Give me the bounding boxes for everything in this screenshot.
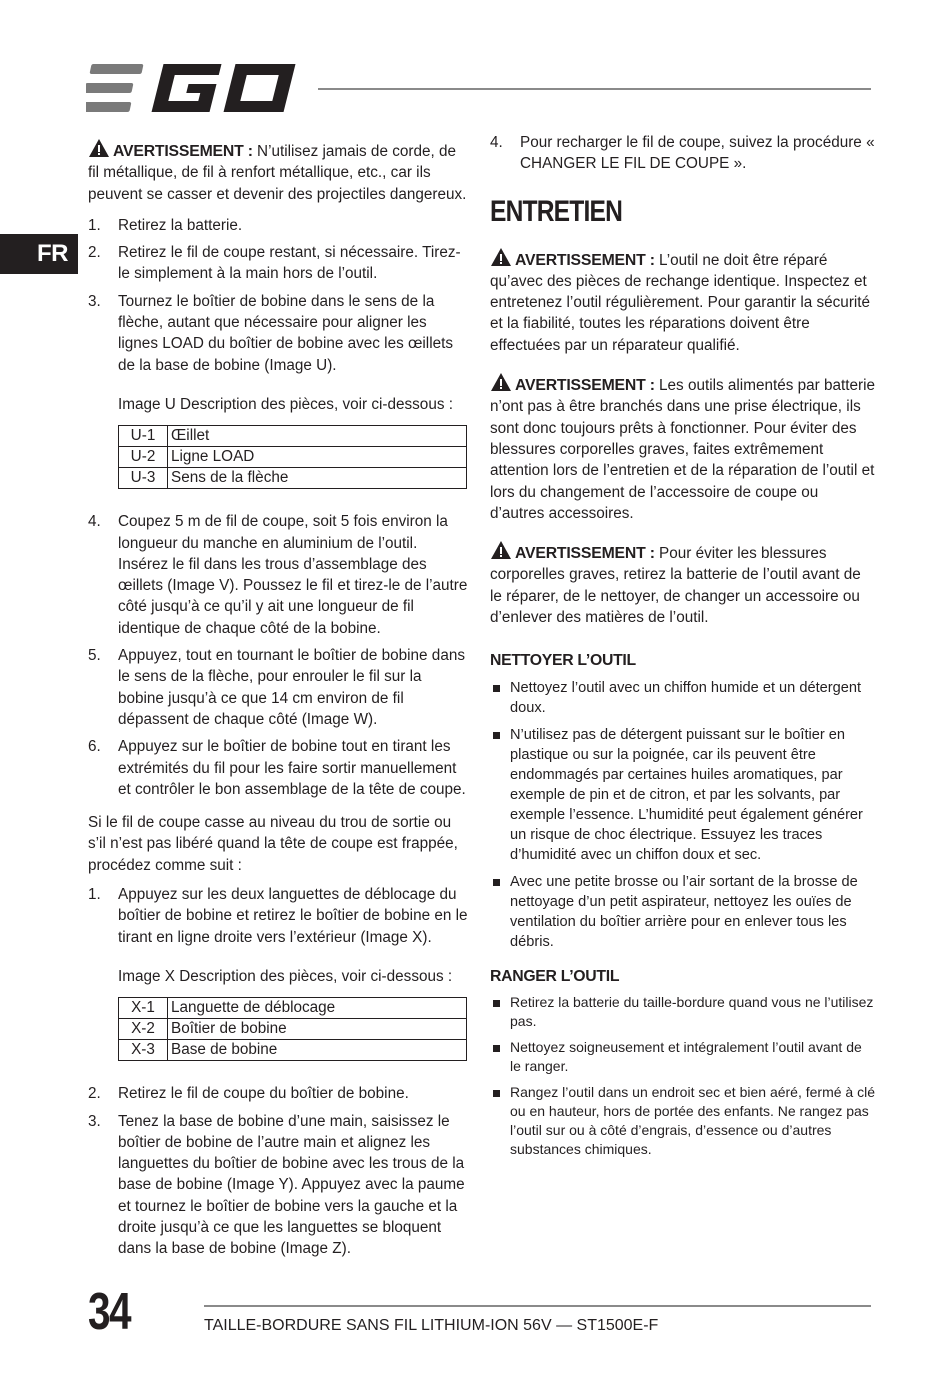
step-text: Coupez 5 m de fil de coupe, soit 5 fois environ la longueur du manche en aluminium de l’outil. Insérez le fil dans les trous d’assemblage des œillets (Image V). Poussez le fil et tirez-le de l’autre côté jusqu’à ce qu’il y ait une longueur de fil identique de chaque côté de la bobine. xyxy=(118,513,468,637)
warning-block xyxy=(490,372,875,524)
table-row xyxy=(119,998,467,1019)
item-text: Nettoyez soigneusement et intégralement l’outil avant de le ranger. xyxy=(510,1038,862,1074)
warning-block xyxy=(490,540,875,628)
step-number: 4. xyxy=(88,513,101,531)
steps-list-d xyxy=(88,1083,468,1259)
steps-list-c xyxy=(88,884,468,948)
table-row xyxy=(119,426,467,447)
part-label: Sens de la flèche xyxy=(168,468,467,489)
list-item xyxy=(490,1083,875,1159)
part-code: U-3 xyxy=(119,468,168,489)
step-text: Retirez le fil de coupe restant, si nécessaire. Tirez-le simplement à la main hors de l’outil. xyxy=(118,244,461,283)
list-item xyxy=(490,872,875,952)
list-item xyxy=(490,993,875,1031)
warning-label: AVERTISSEMENT : xyxy=(113,143,253,160)
list-item xyxy=(490,725,875,865)
list-item xyxy=(88,884,468,948)
part-label: Base de bobine xyxy=(168,1040,467,1061)
bullet-icon xyxy=(493,732,500,739)
list-item xyxy=(490,678,875,718)
part-code: X-3 xyxy=(119,1040,168,1061)
step-number: 6. xyxy=(88,738,101,756)
part-label: Ligne LOAD xyxy=(168,447,467,468)
warning-text: Les outils alimentés par batterie n’ont pas à être branchés dans une prise électrique, ils sont donc toujours prêts à fonctionner. Pour éviter des blessures corporelles graves, faites extrêmement attention lors de l’entretien et de la réparation de l’outil et lors du changement de l’accessoire de coupe ou d’autres accessoires. xyxy=(490,377,876,522)
step-number: 1. xyxy=(88,216,101,234)
parts-table-u xyxy=(118,425,467,489)
step-number: 3. xyxy=(88,292,101,310)
bullet-icon xyxy=(493,685,500,692)
warning-label: AVERTISSEMENT : xyxy=(515,545,655,563)
step-number: 2. xyxy=(88,1085,101,1103)
step-number: 5. xyxy=(88,647,101,665)
store-list xyxy=(490,993,875,1159)
item-text: Nettoyez l’outil avec un chiffon humide et un détergent doux. xyxy=(510,679,862,716)
step-text: Tournez le boîtier de bobine dans le sens de la flèche, autant que nécessaire pour aligner les lignes LOAD du boîtier de bobine avec les œillets de la base de bobine (Image U). xyxy=(118,292,454,374)
warning-label: AVERTISSEMENT : xyxy=(515,377,655,395)
warning-text: Pour éviter les blessures corporelles graves, retirez la batterie de l’outil avant de le réparer, de le nettoyer, de changer un accessoire ou d’enlever des matières de l’outil. xyxy=(490,545,861,627)
header-rule xyxy=(318,88,871,90)
step-text: Retirez la batterie. xyxy=(118,216,243,234)
item-text: N’utilisez pas de détergent puissant sur le boîtier en plastique ou sur la poignée, car ils peuvent être endommagés par certaines huiles aromatiques, par exemple de pin et de citron, et par les solvants, par exemple l’essence. L’humidité peut également générer un risque de choc électrique. Essuyez les traces d’humidité avec un chiffon doux et sec. xyxy=(510,726,863,863)
step-number: 1. xyxy=(88,886,101,904)
list-item xyxy=(88,736,468,800)
part-label: Languette de déblocage xyxy=(168,998,467,1019)
step-text: Appuyez, tout en tournant le boîtier de bobine dans le sens de la flèche, pour enrouler le fil sur la bobine jusqu’à ce que 14 cm environ de fil dépassent de chaque côté (Image W). xyxy=(118,647,465,728)
item-text: Retirez la batterie du taille-bordure quand vous ne l’utilisez pas. xyxy=(510,993,874,1029)
part-code: X-2 xyxy=(119,1019,168,1040)
steps-list-b xyxy=(88,511,468,800)
section-heading-entretien: ENTRETIEN xyxy=(490,194,623,228)
steps-list-a xyxy=(88,215,468,376)
item-text: Rangez l’outil dans un endroit sec et bien aéré, fermé à clé ou en hauteur, hors de portée des enfants. Ne rangez pas l’outil sur ou à côté d’engrais, d’essence ou d’autres substances chimiques. xyxy=(510,1083,875,1157)
table-row xyxy=(119,447,467,468)
item-text: Avec une petite brosse ou l’air sortant de la brosse de nettoyage d’un petit aspirateur, nettoyez les ouïes de ventilation du boîtier arrière pour en enlever tous les débris. xyxy=(510,873,858,950)
part-code: U-1 xyxy=(119,426,168,447)
bullet-icon xyxy=(493,1090,500,1097)
part-label: Boîtier de bobine xyxy=(168,1019,467,1040)
list-item xyxy=(88,1111,468,1260)
warning-triangle-icon xyxy=(490,540,512,560)
section-title-clean: NETTOYER L’OUTIL xyxy=(490,652,636,670)
footer-title: TAILLE-BORDURE SANS FIL LITHIUM-ION 56V — ST1500E-F xyxy=(204,1317,659,1334)
part-code: X-1 xyxy=(119,998,168,1019)
list-item xyxy=(88,511,468,639)
step-number: 4. xyxy=(490,134,503,151)
image-u-caption: Image U Description des pièces, voir ci-dessous : xyxy=(118,395,453,413)
step-text: Appuyez sur le boîtier de bobine tout en tirant les extrémités du fil pour les faire sortir manuellement et contrôler le bon assemblage de la tête de coupe. xyxy=(118,738,466,798)
step-text: Pour recharger le fil de coupe, suivez la procédure « CHANGER LE FIL DE COUPE ». xyxy=(520,134,875,173)
page-number: 34 xyxy=(88,1283,130,1341)
parts-table-x xyxy=(118,997,467,1061)
clean-list xyxy=(490,678,875,952)
image-x-caption: Image X Description des pièces, voir ci-dessous : xyxy=(118,967,453,985)
right-column xyxy=(490,132,875,1166)
section-title-store: RANGER L’OUTIL xyxy=(490,967,620,985)
footer-rule xyxy=(204,1305,871,1307)
bullet-icon xyxy=(493,1045,500,1052)
table-row xyxy=(119,1019,467,1040)
step-text: Retirez le fil de coupe du boîtier de bobine. xyxy=(118,1085,409,1103)
warning-triangle-icon xyxy=(490,372,512,392)
list-item xyxy=(88,291,468,376)
list-item xyxy=(88,645,468,730)
list-item xyxy=(88,242,468,285)
warning-block xyxy=(490,247,875,356)
left-column xyxy=(88,138,468,1266)
language-tab: FR xyxy=(0,234,78,274)
list-item xyxy=(88,215,468,236)
procedure-intro: Si le fil de coupe casse au niveau du trou de sortie ou s’il n’est pas libéré quand la tête de coupe est frappée, procédez comme suit : xyxy=(88,814,458,874)
step-number: 2. xyxy=(88,244,101,262)
table-row xyxy=(119,1040,467,1061)
list-item xyxy=(88,1083,468,1104)
list-item xyxy=(490,132,875,175)
warning-text: N’utilisez jamais de corde, de fil métallique, de fil à renfort métallique, etc., car ils peuvent se casser et devenir des projectiles dangereux. xyxy=(88,143,467,203)
ego-logo xyxy=(86,62,300,114)
warning-label: AVERTISSEMENT : xyxy=(515,251,655,269)
step-text: Tenez la base de bobine d’une main, saisissez le boîtier de bobine de l’autre main et alignez les languettes du boîtier de bobine avec les trous de la base de bobine (Image Y). Appuyez avec la paume et tournez le boîtier de bobine vers la gauche et la droite jusqu’à ce que les languettes se bloquent dans la base de bobine (Image Z). xyxy=(118,1112,465,1258)
warning-text: L’outil ne doit être réparé qu’avec des pièces de rechange identique. Inspectez et entretenez l’outil régulièrement. Pour garantir la sécurité et la fiabilité, toutes les réparations doivent être effectuées par un réparateur qualifié. xyxy=(490,251,871,354)
step-text: Appuyez sur les deux languettes de déblocage du boîtier de bobine et retirez le boîtier de bobine en le tirant en ligne droite vers l’extérieur (Image X). xyxy=(118,886,468,946)
step-number: 3. xyxy=(88,1112,101,1130)
list-item xyxy=(490,1038,875,1076)
table-row xyxy=(119,468,467,489)
bullet-icon xyxy=(493,1000,500,1007)
warning-triangle-icon xyxy=(88,138,110,158)
bullet-icon xyxy=(493,879,500,886)
part-code: U-2 xyxy=(119,447,168,468)
warning-block xyxy=(88,138,468,205)
steps-list-e xyxy=(490,132,875,175)
warning-triangle-icon xyxy=(490,247,512,267)
part-label: Œillet xyxy=(168,426,467,447)
